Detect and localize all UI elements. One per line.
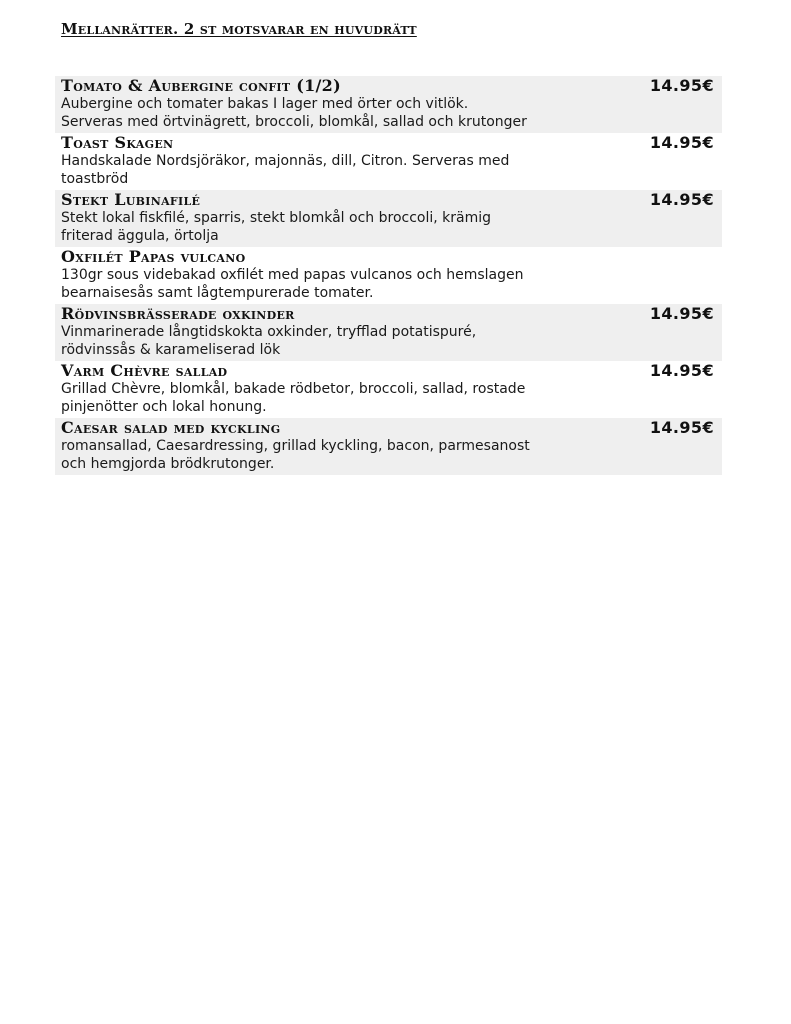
item-title: Stekt Lubinafilé <box>61 190 201 209</box>
item-price: 14.95€ <box>649 190 714 209</box>
menu-item <box>55 418 722 475</box>
item-description: Handskalade Nordsjöräkor, majonnäs, dill, Citron. Serveras med toastbröd <box>61 153 510 187</box>
item-description: Aubergine och tomater bakas I lager med örter och vitlök. Serveras med örtvinägrett, broccoli, blomkål, sallad och krutonger <box>61 96 527 130</box>
item-description: Stekt lokal fiskfilé, sparris, stekt blomkål och broccoli, krämig friterad äggula, örtolja <box>61 210 492 244</box>
item-price: 14.95€ <box>649 418 714 437</box>
menu-item <box>55 133 722 190</box>
item-price: 14.95€ <box>649 76 714 95</box>
item-title: Varm Chèvre sallad <box>61 361 228 380</box>
item-description: 130gr sous videbakad oxfilét med papas vulcanos och hemslagen bearnaisesås samt lågtempurerade tomater. <box>61 267 524 301</box>
menu-list <box>55 76 722 475</box>
item-title: Oxfilét Papas vulcano <box>61 247 246 266</box>
item-title: Tomato & Aubergine confit (1/2) <box>61 76 341 95</box>
item-title: Toast Skagen <box>61 133 174 152</box>
page-heading: Mellanrätter. 2 st motsvarar en huvudrätt <box>61 20 417 38</box>
menu-item <box>55 361 722 418</box>
menu-item <box>55 247 722 304</box>
item-title: Rödvinsbrässerade oxkinder <box>61 304 295 323</box>
item-description: Vinmarinerade långtidskokta oxkinder, tryfflad potatispuré, rödvinssås & karameliserad lök <box>61 324 477 358</box>
item-title: Caesar salad med kyckling <box>61 418 281 437</box>
menu-item <box>55 190 722 247</box>
menu-item <box>55 76 722 133</box>
menu-item <box>55 304 722 361</box>
item-description: romansallad, Caesardressing, grillad kyckling, bacon, parmesanost och hemgjorda brödkrutonger. <box>61 438 530 472</box>
item-price: 14.95€ <box>649 133 714 152</box>
item-description: Grillad Chèvre, blomkål, bakade rödbetor, broccoli, sallad, rostade pinjenötter och lokal honung. <box>61 381 526 415</box>
item-price: 14.95€ <box>649 304 714 323</box>
item-price: 14.95€ <box>649 361 714 380</box>
